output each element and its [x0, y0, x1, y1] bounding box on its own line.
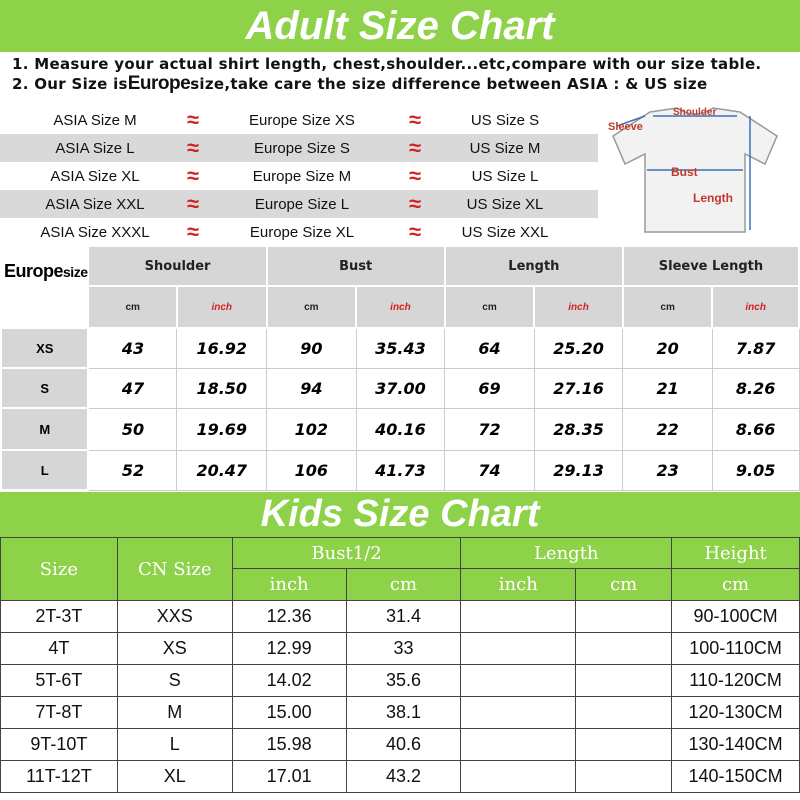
europe-size: Europe Size L	[254, 195, 350, 213]
kids-size-table	[0, 537, 800, 793]
table-row	[1, 665, 800, 697]
corner-size: size	[63, 264, 88, 280]
bust-cm: 106	[267, 450, 357, 490]
us-size: US Size L	[471, 167, 539, 185]
approx-icon: ≈	[186, 163, 200, 188]
kids-bust-cm: 38.1	[346, 697, 461, 729]
kids-height: 120-130CM	[672, 697, 800, 729]
kids-height: 100-110CM	[672, 633, 800, 665]
kids-bust-inch: 17.01	[232, 761, 346, 793]
unit-inch: inch	[712, 286, 799, 328]
kids-cn-size: XL	[117, 761, 232, 793]
approx-icon: ≈	[408, 107, 422, 132]
bust-inch: 35.43	[356, 328, 445, 368]
unit-cm: cm	[576, 569, 672, 601]
unit-cm: cm	[445, 286, 534, 328]
conversion-row	[0, 106, 598, 134]
adult-size-table	[0, 245, 800, 491]
unit-inch: inch	[461, 569, 576, 601]
measurement-notes	[12, 54, 800, 94]
kids-size: 2T-3T	[1, 601, 118, 633]
note-2-europe: Europe	[127, 73, 191, 94]
header-size: Size	[1, 538, 118, 601]
bust-label: Bust	[671, 165, 698, 179]
table-row	[1, 761, 800, 793]
us-size: US Size XL	[466, 195, 544, 213]
note-2	[12, 74, 800, 94]
size-label: L	[1, 450, 88, 490]
sleeve-inch: 7.87	[712, 328, 799, 368]
sleeve-cm: 22	[623, 408, 712, 450]
corner-europe: Europe	[4, 261, 64, 281]
kids-bust-inch: 12.99	[232, 633, 346, 665]
conversion-row	[0, 134, 598, 162]
europe-size: Europe Size XL	[249, 223, 355, 241]
shoulder-inch: 19.69	[177, 408, 267, 450]
table-row	[1, 328, 799, 368]
kids-title-banner: Kids Size Chart	[0, 492, 800, 537]
europe-size: Europe Size M	[252, 167, 352, 185]
kids-bust-cm: 40.6	[346, 729, 461, 761]
unit-inch: inch	[534, 286, 623, 328]
kids-height: 90-100CM	[672, 601, 800, 633]
bust-cm: 90	[267, 328, 357, 368]
table-row	[1, 633, 800, 665]
length-cm: 64	[445, 328, 534, 368]
europe-size: Europe Size XS	[249, 111, 355, 129]
kids-cn-size: XXS	[117, 601, 232, 633]
note-2-prefix: 2. Our Size is	[12, 75, 128, 93]
approx-icon: ≈	[408, 191, 422, 216]
kids-bust-cm: 43.2	[346, 761, 461, 793]
unit-cm: cm	[267, 286, 357, 328]
kids-height: 140-150CM	[672, 761, 800, 793]
adult-title-banner: Adult Size Chart	[0, 0, 800, 52]
asia-size: ASIA Size XL	[50, 167, 140, 185]
note-1: 1. Measure your actual shirt length, chest,shoulder...etc,compare with our size table.	[12, 55, 762, 73]
note-2-suffix: size,take care the size difference between ASIA : & US size	[190, 75, 708, 93]
sleeve-label: Sleeve	[608, 121, 643, 133]
kids-height: 110-120CM	[672, 665, 800, 697]
header-sleeve-length: Sleeve Length	[623, 246, 799, 286]
bust-cm: 102	[267, 408, 357, 450]
shoulder-cm: 43	[88, 328, 176, 368]
kids-cn-size: L	[117, 729, 232, 761]
conversion-row	[0, 162, 598, 190]
shoulder-inch: 18.50	[177, 368, 267, 408]
unit-inch: inch	[356, 286, 445, 328]
table-row	[1, 450, 799, 490]
sleeve-cm: 21	[623, 368, 712, 408]
bust-cm: 94	[267, 368, 357, 408]
approx-icon: ≈	[186, 135, 200, 160]
header-bust-half: Bust1/2	[232, 538, 461, 569]
kids-bust-cm: 31.4	[346, 601, 461, 633]
unit-cm: cm	[623, 286, 712, 328]
kids-size: 5T-6T	[1, 665, 118, 697]
unit-cm: cm	[346, 569, 461, 601]
bust-inch: 37.00	[356, 368, 445, 408]
table-row	[1, 601, 800, 633]
kids-length-inch	[461, 601, 576, 633]
kids-length-cm	[576, 665, 672, 697]
bust-inch: 41.73	[356, 450, 445, 490]
length-cm: 69	[445, 368, 534, 408]
approx-icon: ≈	[186, 191, 200, 216]
kids-length-cm	[576, 697, 672, 729]
table-row	[1, 408, 799, 450]
us-size: US Size S	[470, 111, 540, 129]
approx-icon: ≈	[408, 219, 422, 244]
kids-cn-size: S	[117, 665, 232, 697]
size-label: XS	[1, 328, 88, 368]
approx-icon: ≈	[408, 163, 422, 188]
kids-length-cm	[576, 729, 672, 761]
kids-bust-inch: 14.02	[232, 665, 346, 697]
sleeve-inch: 9.05	[712, 450, 799, 490]
us-size: US Size XXL	[461, 223, 549, 241]
header-bust: Bust	[267, 246, 445, 286]
kids-bust-inch: 12.36	[232, 601, 346, 633]
kids-bust-inch: 15.98	[232, 729, 346, 761]
unit-cm: cm	[88, 286, 176, 328]
kids-length-inch	[461, 761, 576, 793]
table-row	[1, 729, 800, 761]
table-row	[1, 368, 799, 408]
approx-icon: ≈	[186, 107, 200, 132]
bust-inch: 40.16	[356, 408, 445, 450]
europe-size-corner	[1, 246, 88, 328]
us-size: US Size M	[469, 139, 541, 157]
kids-bust-inch: 15.00	[232, 697, 346, 729]
header-length: Length	[461, 538, 672, 569]
kids-height: 130-140CM	[672, 729, 800, 761]
kids-length-inch	[461, 729, 576, 761]
asia-size: ASIA Size XXL	[45, 195, 145, 213]
header-shoulder: Shoulder	[88, 246, 266, 286]
shoulder-inch: 20.47	[177, 450, 267, 490]
sleeve-cm: 20	[623, 328, 712, 368]
kids-length-inch	[461, 633, 576, 665]
header-height: Height	[672, 538, 800, 569]
size-label: M	[1, 408, 88, 450]
length-cm: 74	[445, 450, 534, 490]
shoulder-label: Shoulder	[673, 107, 717, 118]
kids-cn-size: XS	[117, 633, 232, 665]
conversion-row	[0, 218, 598, 246]
asia-size: ASIA Size L	[55, 139, 135, 157]
shoulder-inch: 16.92	[177, 328, 267, 368]
length-cm: 72	[445, 408, 534, 450]
length-inch: 28.35	[534, 408, 623, 450]
length-inch: 25.20	[534, 328, 623, 368]
size-label: S	[1, 368, 88, 408]
unit-inch: inch	[177, 286, 267, 328]
table-row	[1, 697, 800, 729]
kids-size: 9T-10T	[1, 729, 118, 761]
conversion-row	[0, 190, 598, 218]
kids-cn-size: M	[117, 697, 232, 729]
kids-bust-cm: 33	[346, 633, 461, 665]
kids-size: 11T-12T	[1, 761, 118, 793]
kids-length-cm	[576, 601, 672, 633]
approx-icon: ≈	[408, 135, 422, 160]
approx-icon: ≈	[186, 219, 200, 244]
shoulder-cm: 52	[88, 450, 176, 490]
unit-inch: inch	[232, 569, 346, 601]
kids-size: 7T-8T	[1, 697, 118, 729]
sleeve-inch: 8.26	[712, 368, 799, 408]
kids-size: 4T	[1, 633, 118, 665]
tshirt-measurement-diagram	[605, 104, 785, 239]
unit-cm: cm	[672, 569, 800, 601]
shoulder-cm: 47	[88, 368, 176, 408]
shoulder-cm: 50	[88, 408, 176, 450]
kids-length-inch	[461, 665, 576, 697]
europe-size: Europe Size S	[254, 139, 350, 157]
asia-size: ASIA Size XXXL	[40, 223, 150, 241]
sleeve-inch: 8.66	[712, 408, 799, 450]
header-length: Length	[445, 246, 623, 286]
header-cn-size: CN Size	[117, 538, 232, 601]
kids-length-inch	[461, 697, 576, 729]
length-inch: 29.13	[534, 450, 623, 490]
kids-bust-cm: 35.6	[346, 665, 461, 697]
length-inch: 27.16	[534, 368, 623, 408]
asia-size: ASIA Size M	[53, 111, 137, 129]
length-label: Length	[693, 191, 733, 205]
kids-length-cm	[576, 633, 672, 665]
sleeve-cm: 23	[623, 450, 712, 490]
kids-length-cm	[576, 761, 672, 793]
